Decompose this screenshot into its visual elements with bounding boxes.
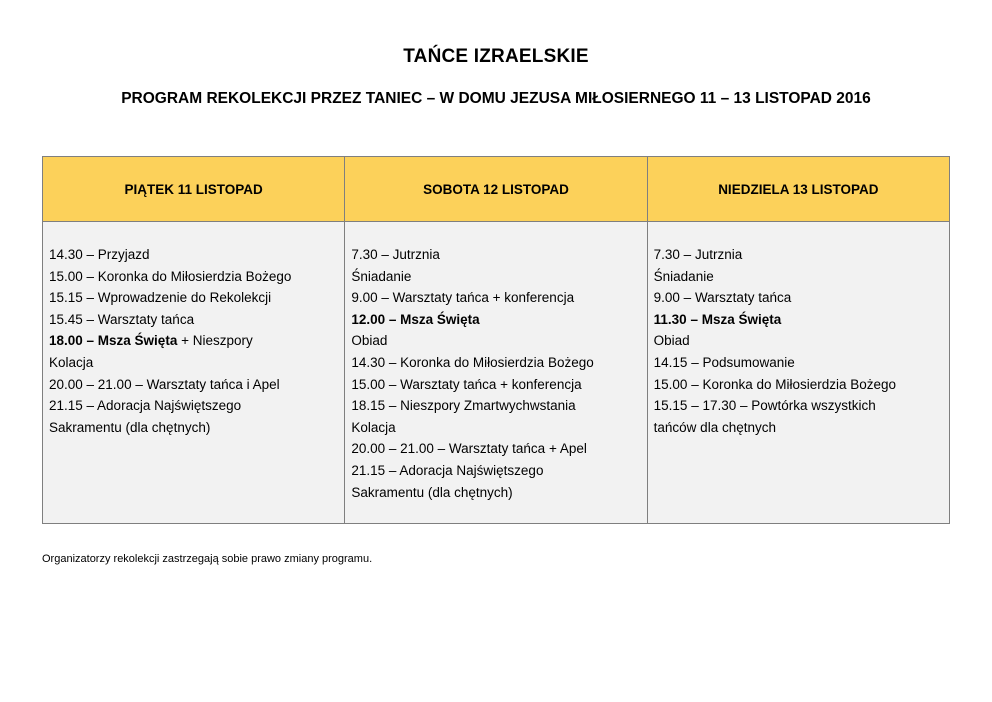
mass-label-bold: 18.00 – Msza Święta	[49, 333, 178, 349]
schedule-item: 15.15 – 17.30 – Powtórka wszystkich	[653, 398, 876, 414]
schedule-item: 14.30 – Przyjazd	[49, 247, 150, 262]
schedule-item: Śniadanie	[351, 268, 412, 284]
page-title: TAŃCE IZRAELSKIE	[403, 46, 589, 67]
sunday-schedule-cell	[647, 222, 949, 524]
table-row	[43, 222, 950, 524]
schedule-item: Kolacja	[49, 354, 94, 370]
schedule-item: 7.30 – Jutrznia	[351, 247, 440, 262]
column-header-friday: PIĄTEK 11 LISTOPAD	[43, 157, 345, 222]
schedule-item: Sakramentu (dla chętnych)	[351, 484, 513, 500]
friday-schedule-cell	[43, 222, 345, 524]
schedule-item: 20.00 – 21.00 – Warsztaty tańca i Apel	[49, 376, 280, 392]
footnote: Organizatorzy rekolekcji zastrzegają sobie prawo zmiany programu.	[42, 553, 373, 565]
schedule-item: 15.00 – Koronka do Miłosierdzia Bożego	[653, 376, 897, 392]
schedule-item: 9.00 – Warsztaty tańca + konferencja	[351, 290, 575, 306]
schedule-item: Kolacja	[351, 419, 396, 435]
column-header-saturday: SOBOTA 12 LISTOPAD	[345, 157, 647, 222]
column-header-sunday: NIEDZIELA 13 LISTOPAD	[647, 157, 949, 222]
schedule-item: 18.15 – Nieszpory Zmartwychwstania	[351, 398, 576, 414]
schedule-item-mass	[49, 330, 340, 352]
schedule-item: tańców dla chętnych	[653, 419, 776, 435]
schedule-item: Sakramentu (dla chętnych)	[49, 419, 211, 435]
table-header-row	[43, 157, 950, 222]
schedule-item: 14.15 – Podsumowanie	[653, 354, 795, 370]
page-subtitle: PROGRAM REKOLEKCJI PRZEZ TANIEC – W DOMU JEZUSA MIŁOSIERNEGO 11 – 13 LISTOPAD 2016	[121, 90, 871, 107]
schedule-item: 15.15 – Wprowadzenie do Rekolekcji	[49, 290, 272, 306]
schedule-item: 15.45 – Warsztaty tańca	[49, 311, 195, 327]
schedule-item: 15.00 – Warsztaty tańca + konferencja	[351, 376, 582, 392]
schedule-item: Śniadanie	[653, 268, 714, 284]
saturday-schedule-cell	[345, 222, 647, 524]
schedule-item: 21.15 – Adoracja Najświętszego	[351, 462, 544, 478]
schedule-table	[42, 156, 950, 524]
schedule-item: 14.30 – Koronka do Miłosierdzia Bożego	[351, 354, 594, 370]
schedule-item: 7.30 – Jutrznia	[653, 247, 743, 262]
mass-label-rest: + Nieszpory	[177, 333, 253, 349]
schedule-item: Obiad	[351, 333, 388, 349]
schedule-item: 9.00 – Warsztaty tańca	[653, 290, 792, 306]
schedule-item: 20.00 – 21.00 – Warsztaty tańca + Apel	[351, 441, 587, 457]
schedule-item: 21.15 – Adoracja Najświętszego	[49, 398, 242, 414]
schedule-item-mass: 11.30 – Msza Święta	[653, 311, 782, 327]
schedule-item: 15.00 – Koronka do Miłosierdzia Bożego	[49, 268, 292, 284]
schedule-item-mass: 12.00 – Msza Święta	[351, 311, 480, 327]
schedule-item: Obiad	[653, 333, 690, 349]
